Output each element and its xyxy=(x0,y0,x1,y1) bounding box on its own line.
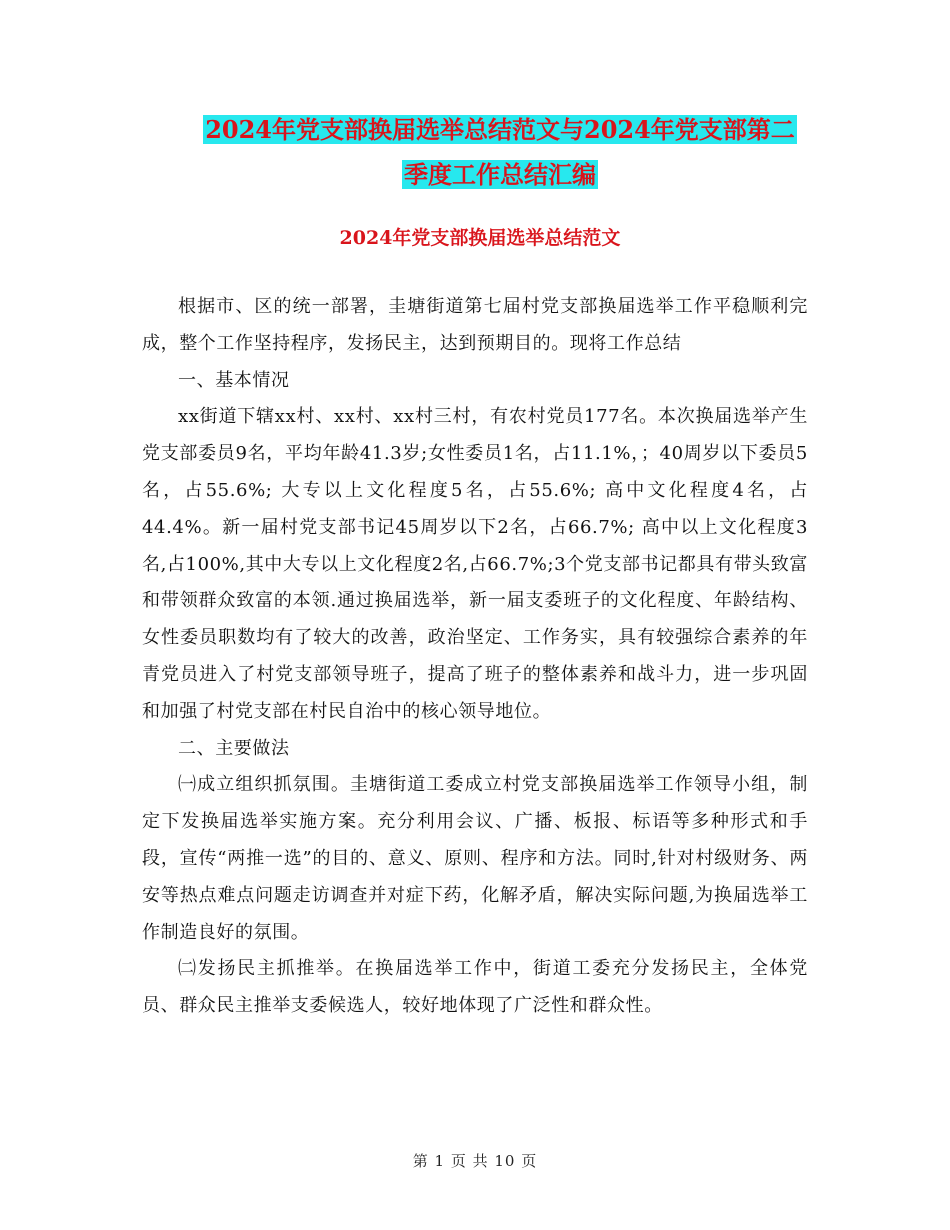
paragraph-intro: 根据市、区的统一部署，圭塘街道第七届村党支部换届选举工作平稳顺利完成，整个工作坚持程序，发扬民主，达到预期目的。现将工作总结 xyxy=(142,296,808,354)
section-title: 2024年党支部换届选举总结范文 xyxy=(339,227,621,249)
document-title-text-2: 季度工作总结汇编 xyxy=(404,160,596,189)
document-title-text-1: 2024年党支部换届选举总结范文与2024年党支部第二 xyxy=(205,115,795,144)
document-body xyxy=(142,289,808,1025)
paragraph-practice-2: ㈡发扬民主抓推举。在换届选举工作中，街道工委充分发扬民主，全体党员、群众民主推举支委候选人，较好地体现了广泛性和群众性。 xyxy=(142,958,808,1017)
heading-basic-situation: 一、基本情况 xyxy=(178,369,290,391)
page-footer: 第 1 页 共 10 页 xyxy=(412,1152,538,1170)
document-title-line-1 xyxy=(140,110,860,150)
paragraph-basic-situation: xx街道下辖xx村、xx村、xx村三村，有农村党员177名。本次换届选举产生党支部委员9名，平均年龄41.3岁;女性委员1名，占11.1%，；40周岁以下委员5名，占55.6%; 大专以上文化程度5名，占55.6%; 高中文化程度4名，占44.4%。新一届村党支部书记45周岁以下2名，占66.7%; 高中以上文化程度3名,占100%,其中大专以上文化程度2名,占66.7%;3个党支部书记都具有带头致富和带领群众致富的本领.通过换届选举，新一届支委班子的文化程度、年龄结构、女性委员职数均有了较大的改善，政治坚定、工作务实，具有较强综合素养的年青党员进入了村党支部领导班子，提高了班子的整体素养和战斗力，进一步巩固和加强了村党支部在村民自治中的核心领导地位。 xyxy=(142,406,808,722)
document-title-line-2 xyxy=(140,155,860,195)
heading-main-practices: 二、主要做法 xyxy=(178,737,290,759)
paragraph-practice-1: ㈠成立组织抓氛围。圭塘街道工委成立村党支部换届选举工作领导小组，制定下发换届选举实施方案。充分利用会议、广播、板报、标语等多种形式和手段，宣传“两推一选”的目的、意义、原则、程序和方法。同时,针对村级财务、两安等热点难点问题走访调查并对症下药，化解矛盾，解决实际问题,为换届选举工作制造良好的氛围。 xyxy=(142,774,808,943)
